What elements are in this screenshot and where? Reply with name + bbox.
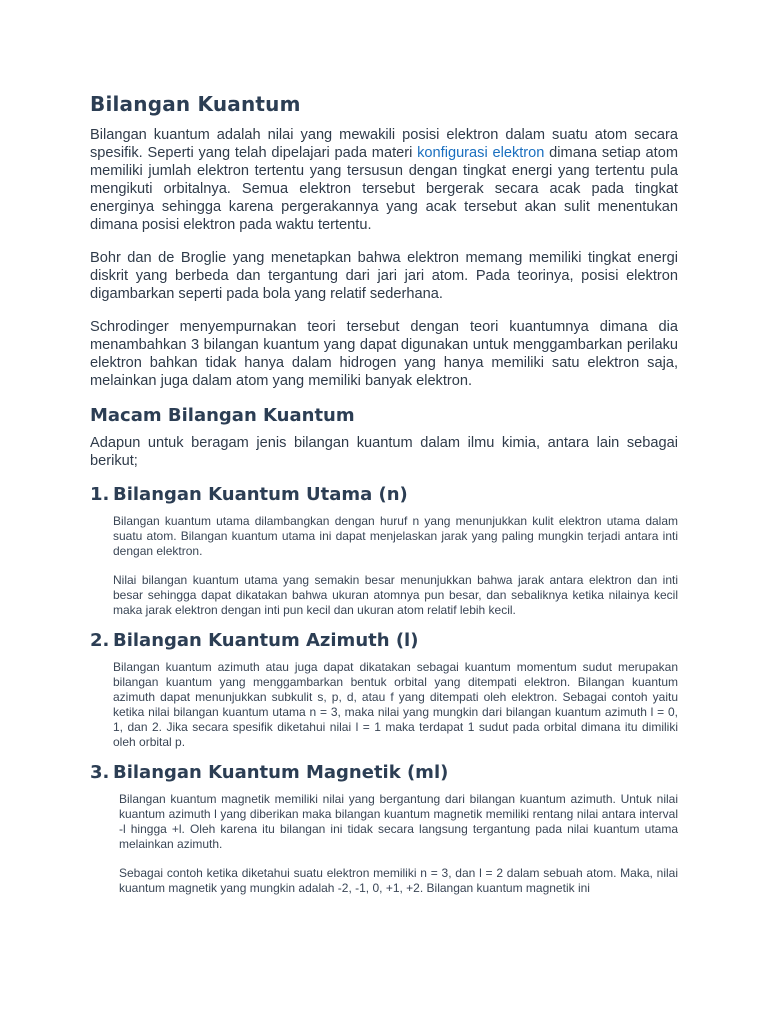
item-paragraph: Bilangan kuantum azimuth atau juga dapat dikatakan sebagai kuantum momentum sudut merupakan bilangan kuantum yang menggambarkan bentuk orbital yang ditempati elektron. Bilangan kuantum azimuth dapat menunjukkan subkulit s, p, d, atau f yang ditempati oleh elektron. Sebagai contoh yaitu ketika nilai bilangan kuantum utama n = 3, maka nilai yang mungkin dari bilangan kuantum azimuth l = 0, 1, dan 2. Jika secara spesifik diketahui nilai l = 1 maka terdapat 1 sudut pada orbital dimana itu dimiliki oleh orbital p. <box>113 660 678 749</box>
section-heading: Macam Bilangan Kuantum <box>90 405 355 426</box>
item-heading-utama <box>90 484 678 505</box>
item-title: Bilangan Kuantum Azimuth (l) <box>113 630 419 651</box>
item-paragraph: Sebagai contoh ketika diketahui suatu elektron memiliki n = 3, dan l = 2 dalam sebuah atom. Maka, nilai kuantum magnetik yang mungkin adalah -2, -1, 0, +1, +2. Bilangan kuantum magnetik ini <box>119 866 678 895</box>
item-paragraph: Nilai bilangan kuantum utama yang semakin besar menunjukkan bahwa jarak antara elektron dan inti besar sehingga dapat dikatakan bahwa ukuran atomnya pun besar, dan sebaliknya ketika nilainya kecil maka jarak elektron dengan inti pun kecil dan ukuran atom relatif lebih kecil. <box>113 573 678 617</box>
item-heading-azimuth <box>90 630 678 651</box>
konfigurasi-elektron-link[interactable]: konfigurasi elektron <box>417 145 545 161</box>
item-paragraph: Bilangan kuantum utama dilambangkan dengan huruf n yang menunjukkan kulit elektron utama dalam suatu atom. Bilangan kuantum utama ini dapat menjelaskan jarak yang paling mungkin terjadi antara inti dengan elektron. <box>113 514 678 558</box>
item-body-magnetik <box>119 792 678 896</box>
item-title: Bilangan Kuantum Utama (n) <box>113 484 408 505</box>
item-body-azimuth <box>113 660 678 750</box>
item-number: 2. <box>90 630 110 651</box>
item-number: 1. <box>90 484 110 505</box>
item-body-utama <box>113 514 678 618</box>
intro-text-after-link: dimana setiap atom memiliki jumlah elektron tertentu yang tersusun dengan tingkat energi yang tertentu pula mengikuti orbitalnya. Semua elektron tersebut bergerak secara acak pada tingkat energinya sehingga karena pergerakannya yang acak tersebut akan sulit menentukan dimana posisi elektron pada waktu tertentu. <box>90 145 678 233</box>
intro-paragraph-2: Bohr dan de Broglie yang menetapkan bahwa elektron memang memiliki tingkat energi diskrit yang berbeda dan tergantung dari jari jari atom. Pada teorinya, posisi elektron digambarkan seperti pada bola yang relatif sederhana. <box>90 250 678 302</box>
item-paragraph: Bilangan kuantum magnetik memiliki nilai yang bergantung dari bilangan kuantum azimuth. Untuk nilai kuantum azimuth l yang diberikan maka bilangan kuantum magnetik memiliki rentang nilai antara interval -l hingga +l. Oleh karena itu bilangan ini tidak secara langsung tergantung pada nilai kuantum utama melainkan azimuth. <box>119 792 678 851</box>
intro-text-before-link: Bilangan kuantum adalah nilai yang mewakili posisi elektron dalam suatu atom secara spesifik. Seperti yang telah dipelajari pada materi <box>90 127 678 161</box>
item-heading-magnetik <box>90 762 678 783</box>
document-page <box>90 92 678 910</box>
intro-paragraph-3: Schrodinger menyempurnakan teori tersebut dengan teori kuantumnya dimana dia menambahkan 3 bilangan kuantum yang dapat digunakan untuk menggambarkan perilaku elektron bahkan tidak hanya dalam hidrogen yang hanya memiliki satu elektron saja, melainkan juga dalam atom yang memiliki banyak elektron. <box>90 319 678 389</box>
item-number: 3. <box>90 762 110 783</box>
page-title: Bilangan Kuantum <box>90 92 301 116</box>
section-lead: Adapun untuk beragam jenis bilangan kuantum dalam ilmu kimia, antara lain sebagai berikut; <box>90 435 678 469</box>
intro-paragraph-1 <box>90 126 678 234</box>
item-title: Bilangan Kuantum Magnetik (ml) <box>113 762 449 783</box>
